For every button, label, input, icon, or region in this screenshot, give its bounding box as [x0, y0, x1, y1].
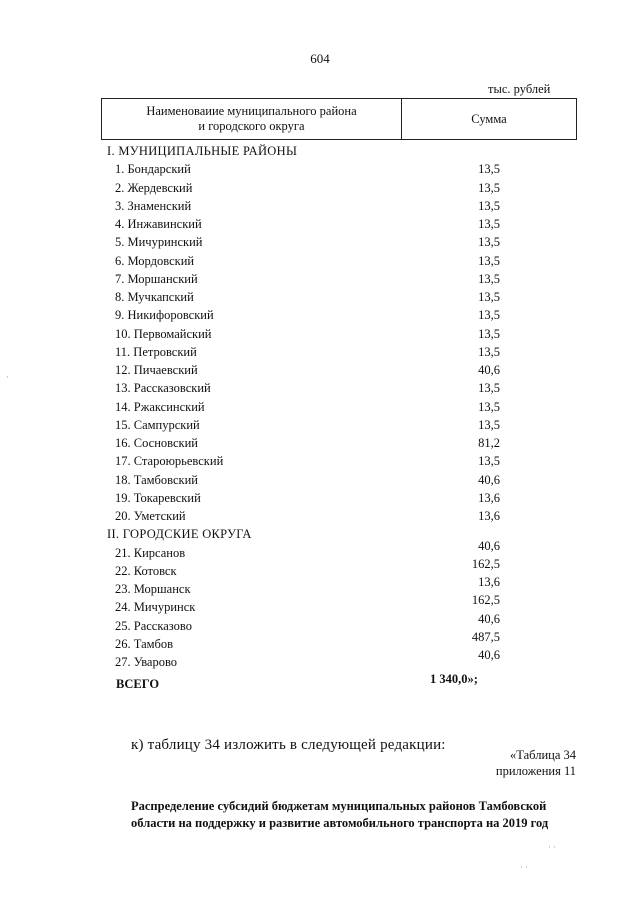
scan-dot: · · [520, 862, 529, 872]
row-value: 13,5 [478, 180, 500, 195]
instruction-text: к) таблицу 34 изложить в следующей редакции: [131, 737, 446, 753]
row-value: 13,5 [478, 198, 500, 213]
row-value: 81,2 [478, 436, 500, 450]
section-row [0, 142, 640, 160]
row-label: 16. Сосновский [115, 436, 198, 450]
row-label: 2. Жердевский [115, 180, 193, 195]
table-row [0, 379, 640, 397]
table-row [0, 179, 640, 197]
row-value: 13,5 [478, 344, 500, 359]
row-label: 8. Мучкапский [115, 290, 194, 304]
caption-line2: приложения 11 [495, 764, 576, 778]
scan-dot: · [6, 372, 9, 382]
row-label: II. ГОРОДСКИЕ ОКРУГА [107, 527, 252, 542]
table-row [0, 434, 640, 452]
row-value: 40,6 [478, 538, 500, 553]
table-row [0, 343, 640, 361]
table-row [0, 575, 640, 598]
row-value: 13,5 [478, 253, 500, 268]
table-row [0, 452, 640, 470]
row-value: 13,5 [478, 417, 500, 432]
table-row [0, 398, 640, 416]
table-row [0, 270, 640, 288]
row-label: 20. Уметский [115, 509, 186, 523]
table-row [0, 416, 640, 434]
row-label: 18. Тамбовский [115, 472, 198, 487]
row-label: 9. Никифоровский [115, 308, 214, 323]
section-heading: Распределение субсидий бюджетам муниципальных районов Тамбовской области на поддержку и развитие автомобильного транспорта на 2019 год [131, 799, 549, 830]
row-value: 13,6 [478, 575, 500, 589]
table-row [0, 507, 640, 525]
table-row [0, 471, 640, 489]
row-label: 4. Инжавинский [115, 217, 202, 231]
table-row [0, 325, 640, 343]
table-row [0, 611, 640, 635]
row-label: 5. Мичуринский [115, 235, 203, 250]
row-label: 19. Токаревский [115, 490, 201, 505]
row-label: 1. Бондарский [115, 162, 191, 177]
row-label: I. МУНИЦИПАЛЬНЫЕ РАЙОНЫ [107, 144, 298, 158]
header-name-cell [102, 99, 402, 139]
row-label: 25. Рассказово [115, 618, 192, 633]
row-label: 21. Кирсанов [115, 545, 186, 560]
table-row [0, 593, 640, 616]
row-value: 13,5 [478, 290, 500, 304]
row-value: 13,5 [478, 454, 500, 469]
table-row [0, 215, 640, 233]
row-value: 13,5 [478, 217, 500, 231]
row-value: 162,5 [471, 556, 500, 571]
table-row [0, 288, 640, 306]
row-label: 22. Котовск [115, 563, 177, 578]
scan-dot: · · [548, 842, 557, 852]
row-label: 27. Уварово [115, 655, 178, 669]
row-label: 6. Мордовский [115, 253, 195, 268]
row-label: 23. Моршанск [115, 582, 191, 596]
table-row [0, 306, 640, 324]
table-row [0, 538, 640, 562]
row-value: 13,5 [478, 326, 500, 341]
row-value: 40,6 [478, 648, 500, 662]
total-row [0, 671, 640, 693]
row-value: 13,5 [478, 381, 500, 396]
page-number: 604 [310, 51, 330, 66]
row-label: 24. Мичуринск [115, 600, 196, 615]
table-caption [476, 747, 576, 779]
row-value: 487,5 [471, 629, 500, 644]
row-label: 14. Ржаксинский [115, 399, 205, 414]
table-row [0, 629, 640, 653]
table-row [0, 556, 640, 580]
row-value: 40,6 [478, 472, 500, 487]
table-row [0, 197, 640, 215]
row-label: 15. Сампурский [115, 417, 200, 432]
table-row [0, 160, 640, 178]
header-sum-cell: Сумма [471, 111, 507, 126]
row-label: 10. Первомайский [115, 326, 212, 341]
row-value: 13,5 [478, 162, 500, 177]
row-value: 162,5 [471, 593, 500, 608]
row-value: 13,6 [478, 490, 500, 505]
table-row [0, 648, 640, 671]
caption-line1: «Таблица 34 [510, 748, 576, 762]
table-row [0, 489, 640, 507]
total-label: ВСЕГО [116, 677, 160, 692]
section-row [0, 525, 640, 543]
row-value: 40,6 [478, 363, 500, 377]
row-label: 7. Моршанский [115, 271, 198, 286]
header-name-line2: и городского округа [198, 119, 305, 133]
row-value: 13,5 [478, 235, 500, 250]
header-name-line1: Наименоваиие муниципального района [146, 104, 357, 118]
row-label: 13. Рассказовский [115, 381, 211, 396]
units-label: тыс. рублей [488, 82, 551, 96]
row-label: 12. Пичаевский [115, 363, 198, 377]
table-rows [0, 142, 640, 693]
row-value: 13,5 [478, 308, 500, 323]
table-row [0, 252, 640, 270]
row-label: 26. Тамбов [115, 636, 174, 651]
row-label: 11. Петровский [115, 344, 197, 359]
table-header [101, 98, 577, 140]
table-row [0, 233, 640, 251]
row-value: 13,6 [478, 509, 500, 523]
row-label: 17. Староюрьевский [115, 454, 224, 469]
row-value: 13,5 [478, 399, 500, 414]
row-label: 3. Знаменский [115, 198, 192, 213]
total-value: 1 340,0»; [430, 672, 478, 687]
table-row [0, 361, 640, 379]
row-value: 13,5 [478, 271, 500, 286]
row-value: 40,6 [478, 611, 500, 626]
